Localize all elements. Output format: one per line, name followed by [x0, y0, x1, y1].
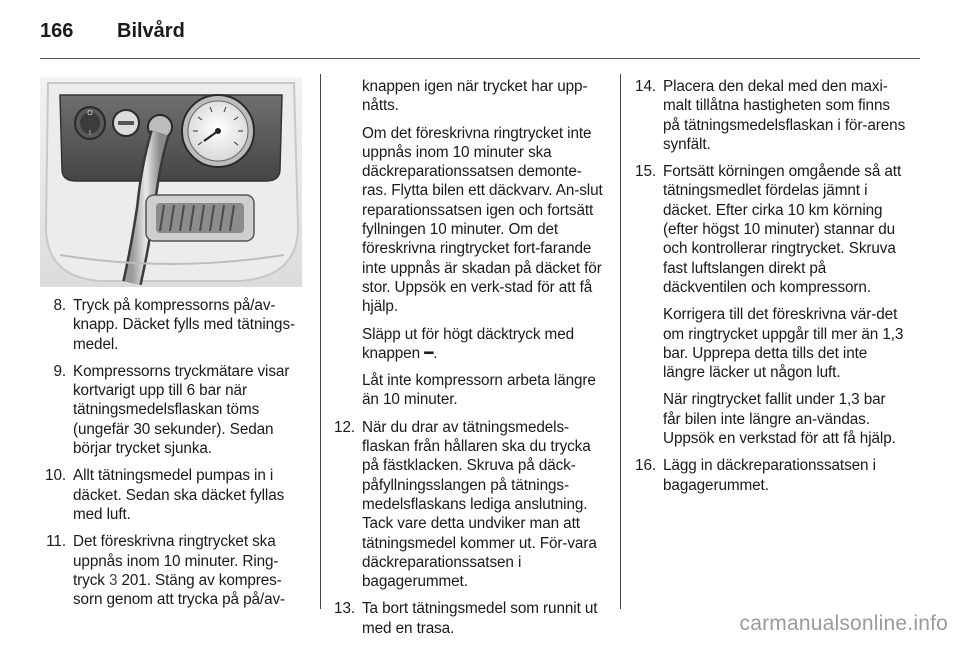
- item-text: Ta bort tätningsmedel som runnit ut med en trasa.: [362, 600, 598, 637]
- power-switch-icon: [75, 107, 105, 139]
- compressor-illustration: [40, 77, 302, 287]
- page-title: Bilvård: [117, 20, 185, 42]
- item-text: När du drar av tätningsmedels-flaskan från hållaren ska du trycka på fästklacken. Skruva på däck-påfyllningsslangen på tätnings-medelsflaskans lediga anslutning. Tack vare detta undviker man att tätningsmedel kommer ut. För-vara däckreparationssatsen i bagagerummet.: [362, 418, 597, 591]
- item-number: 9.: [53, 362, 66, 380]
- item-number: 10.: [45, 467, 66, 485]
- header-divider: [40, 58, 920, 59]
- list-item: [40, 296, 308, 354]
- item-text: 201. Stäng av kompres-sorn genom att trycka på på/av-: [73, 571, 286, 609]
- item-number: 13.: [334, 600, 355, 618]
- item-number: 11.: [46, 533, 66, 551]
- svg-text:I: I: [89, 130, 91, 137]
- item-text: Lägg in däckreparationssatsen i bagagerummet.: [663, 457, 876, 494]
- list-item: [329, 599, 605, 638]
- minus-button-icon: ━: [424, 344, 434, 362]
- item-text: Allt tätningsmedel pumpas in i däcket. Sedan ska däcket fyllas med luft.: [73, 467, 285, 523]
- item-text: Placera den dekal med den maxi-malt tillåtna hastigheten som finns på tätningsmedelsflaskan i för-arens synfält.: [663, 78, 906, 153]
- continued-text: knappen igen när trycket har upp-nåtts.: [362, 78, 588, 115]
- item-text: Fortsätt körningen omgående så att tätningsmedlet fördelas jämnt i däcket. Efter cirka 10 km körning (efter högst 10 minuter) stannar du och kontrollerar ringtrycket. Skruva fast luftslangen direkt på däckventilen och kompressorn.: [663, 163, 902, 296]
- pressure-gauge-icon: [182, 95, 254, 167]
- paragraph: När ringtrycket fallit under 1,3 bar får bilen inte längre an-vändas. Uppsök en verkstad för att få hjälp.: [663, 391, 896, 448]
- list-item: [40, 362, 308, 458]
- paragraph: Släpp ut för högt däcktryck med knappen ━.: [362, 325, 575, 362]
- page-number: 166: [40, 20, 74, 42]
- text-column-2: [329, 77, 605, 646]
- item-text: Tryck på kompressorns på/av-knapp. Däcket fylls med tätnings-medel.: [73, 297, 296, 353]
- column-divider: [620, 74, 621, 609]
- column-divider: [320, 74, 321, 609]
- page-reference-icon[interactable]: 3: [108, 571, 118, 589]
- list-item: [40, 466, 308, 524]
- item-number: 12.: [334, 418, 355, 436]
- item-number: 14.: [635, 78, 656, 95]
- watermark: carmanualsonline.info: [739, 612, 948, 635]
- item-number: 16.: [635, 457, 656, 475]
- paragraph: Låt inte kompressorn arbeta längre än 10 minuter.: [362, 372, 596, 409]
- list-item: [630, 456, 906, 495]
- list-item: [329, 418, 605, 592]
- item-text: Det föreskrivna ringtrycket ska uppnås inom 10 minuter. Ring-tryck: [73, 533, 279, 589]
- paragraph: Korrigera till det föreskrivna vär-det om ringtrycket uppgår till mer än 1,3 bar. Upprepa detta tills det inte längre läcker ut någon luft.: [663, 306, 904, 382]
- deflate-button-icon: [113, 110, 139, 136]
- text-column-1: [40, 296, 308, 617]
- paragraph: Om det föreskrivna ringtrycket inte uppnås inom 10 minuter ska däckreparationssatsen demonte-ras. Flytta bilen ett däckvarv. An-slut reparationssatsen igen och fortsätt fyllningen 10 minuter. Om det föreskrivna ringtrycket fort-farande inte uppnås är skadan på däcket för stor. Uppsök en verk-stad för att få hjälp.: [362, 124, 603, 316]
- item-number: 8.: [53, 297, 66, 314]
- svg-text:O: O: [87, 110, 93, 117]
- item-number: 15.: [635, 163, 656, 181]
- list-item: [40, 532, 308, 609]
- item-text: Kompressorns tryckmätare visar kortvarigt upp till 6 bar när tätningsmedelsflaskan töms (ungefär 30 sekunder). Sedan börjar trycket sjunka.: [73, 362, 290, 458]
- text-column-3: [630, 77, 906, 503]
- list-item: [630, 162, 906, 297]
- list-item: [630, 77, 906, 154]
